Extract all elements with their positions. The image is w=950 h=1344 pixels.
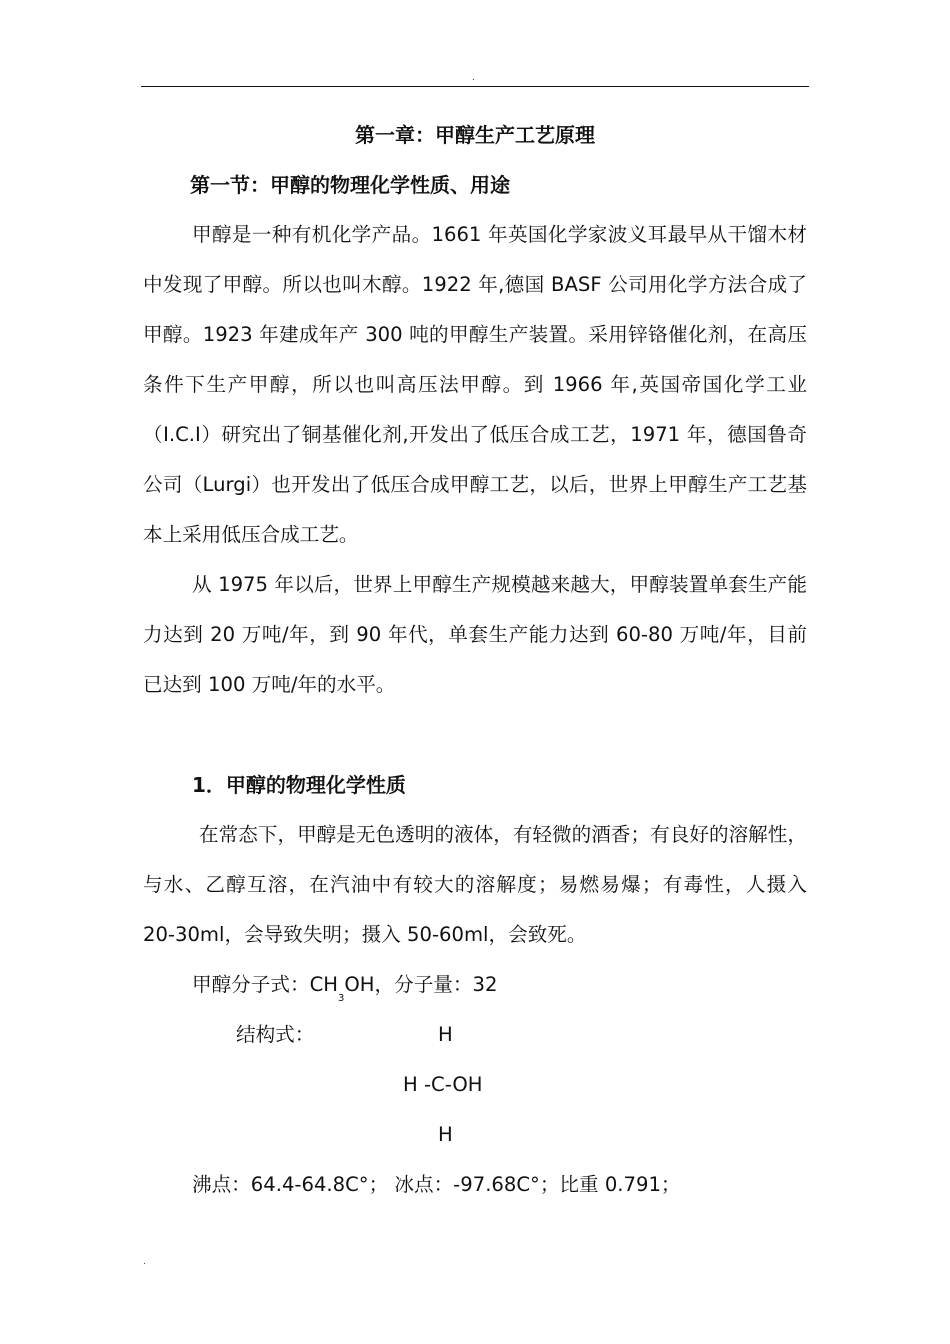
structure-bottom-h: H bbox=[438, 1123, 453, 1146]
header-dot: . bbox=[472, 73, 475, 83]
molecular-weight-label: 分子量： bbox=[394, 973, 473, 996]
structure-formula bbox=[143, 1010, 807, 1160]
structure-label: 结构式： bbox=[236, 1023, 315, 1046]
structure-middle: H -C-OH bbox=[403, 1073, 483, 1096]
formula-ch: CH bbox=[309, 973, 338, 996]
structure-top-h: H bbox=[438, 1023, 453, 1046]
formula-separator: ， bbox=[374, 973, 395, 996]
chapter-title: 第一章：甲醇生产工艺原理 bbox=[355, 123, 595, 147]
section-title: 第一节：甲醇的物理化学性质、用途 bbox=[190, 173, 510, 197]
blank-line bbox=[143, 710, 807, 760]
formula-subscript: 3 bbox=[337, 993, 345, 1004]
physical-constants: 沸点：64.4-64.8C°； 冰点：-97.68C°；比重 0.791； bbox=[192, 1173, 681, 1196]
paragraph-history: 甲醇是一种有机化学产品。1661 年英国化学家波义耳最早从干馏木材中发现了甲醇。所以也叫木醇。1922 年,德国 BASF 公司用化学方法合成了甲醇。1923 年建成年产 300 吨的甲醇生产装置。采用锌铬催化剂，在高压条件下生产甲醇，所以也叫高压法甲醇。到 1966 年,英国帝国化学工业（I.C.I）研究出了铜基催化剂,开发出了低压合成工艺，1971 年，德国鲁奇公司（Lurgi）也开发出了低压合成甲醇工艺，以后，世界上甲醇生产工艺基本上采用低压合成工艺。 bbox=[143, 223, 807, 546]
paragraph-properties: 在常态下，甲醇是无色透明的液体，有轻微的酒香；有良好的溶解性，与水、乙醇互溶，在汽油中有较大的溶解度；易燃易爆；有毒性，人摄入 20-30ml，会导致失明；摄入 50-60ml，会致死。 bbox=[143, 823, 807, 946]
subsection-title: 1．甲醇的物理化学性质 bbox=[192, 773, 406, 797]
molecular-weight-value: 32 bbox=[472, 973, 498, 996]
formula-label: 甲醇分子式： bbox=[192, 973, 310, 996]
document-body bbox=[143, 110, 807, 1210]
footer-dot: . bbox=[143, 1257, 146, 1267]
formula-line bbox=[143, 960, 807, 1010]
header-rule bbox=[141, 86, 809, 87]
formula-oh: OH bbox=[344, 973, 375, 996]
paragraph-scale: 从 1975 年以后，世界上甲醇生产规模越来越大，甲醇装置单套生产能力达到 20 万吨/年，到 90 年代，单套生产能力达到 60-80 万吨/年，目前已达到 100 万吨/年的水平。 bbox=[143, 573, 807, 696]
